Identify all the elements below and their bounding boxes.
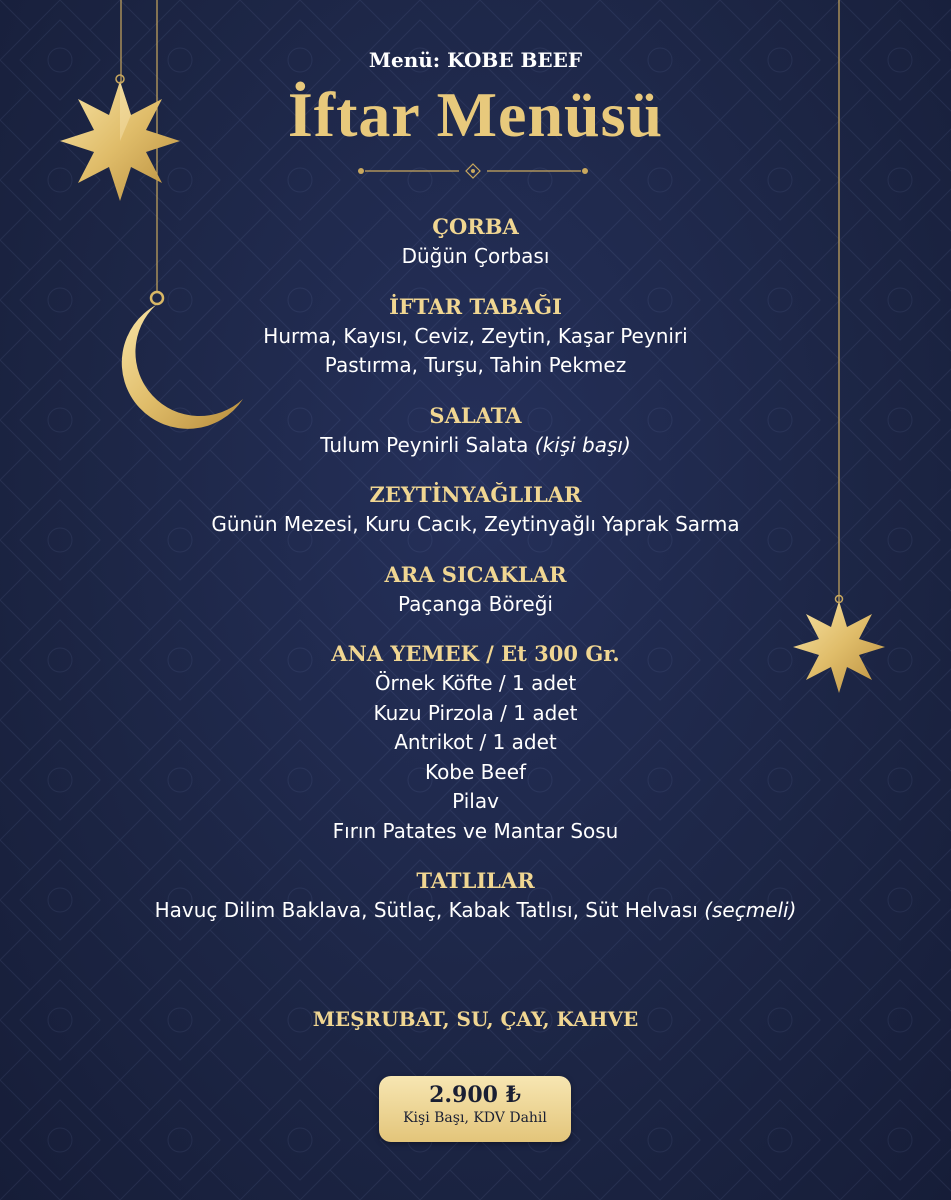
- menu-item: Fırın Patates ve Mantar Sosu: [332, 818, 619, 843]
- section-title: SALATA: [429, 402, 522, 428]
- price-note: Kişi Başı, KDV Dahil: [403, 1110, 547, 1126]
- menu-item-note: (seçmeli): [704, 898, 797, 922]
- menu-item: Paçanga Böreği: [398, 591, 553, 616]
- menu-item: Düğün Çorbası: [401, 244, 550, 268]
- drinks-line: MEŞRUBAT, SU, ÇAY, KAHVE: [312, 1007, 639, 1031]
- section-title: İFTAR TABAĞI: [389, 293, 562, 319]
- price-amount: 2.900 ₺: [429, 1082, 521, 1108]
- menu-subtitle: Menü: KOBE BEEF: [368, 48, 583, 72]
- section-title: ARA SICAKLAR: [384, 561, 567, 587]
- menu-item: Pastırma, Turşu, Tahin Pekmez: [324, 353, 627, 377]
- section-iftar-tabagi: [0, 292, 951, 381]
- menu-item: Antrikot / 1 adet: [394, 730, 557, 754]
- menu-item: Kuzu Pirzola / 1 adet: [373, 700, 578, 725]
- menu-sections: [0, 212, 951, 946]
- menu-item: Kobe Beef: [424, 759, 527, 784]
- menu-item: [0, 431, 951, 461]
- section-ana-yemek: [0, 639, 951, 846]
- section-zeytinyaglilar: [0, 480, 951, 540]
- menu-item-text: Tulum Peynirli Salata: [320, 432, 529, 457]
- section-title: ANA YEMEK / Et 300 Gr.: [331, 641, 620, 666]
- section-title: ZEYTİNYAĞLILAR: [369, 482, 582, 507]
- menu-item: Pilav: [452, 789, 499, 813]
- menu-item: Günün Mezesi, Kuru Cacık, Zeytinyağlı Yaprak Sarma: [211, 512, 740, 536]
- menu-item: [0, 896, 951, 926]
- menu-title: İftar Menüsü: [287, 79, 664, 150]
- ornament-divider-icon: [355, 162, 591, 180]
- menu-item-note: (kişi başı): [534, 432, 631, 457]
- section-corba: [0, 212, 951, 272]
- section-ara-sicaklar: [0, 560, 951, 620]
- section-salata: [0, 401, 951, 461]
- section-title: TATLILAR: [416, 868, 535, 893]
- menu-item-text: Havuç Dilim Baklava, Sütlaç, Kabak Tatlısı, Süt Helvası: [154, 898, 698, 922]
- section-tatlilar: [0, 866, 951, 926]
- menu-item: Örnek Köfte / 1 adet: [374, 671, 577, 695]
- section-title: ÇORBA: [432, 214, 519, 239]
- price-badge: [379, 1076, 571, 1142]
- menu-item: Hurma, Kayısı, Ceviz, Zeytin, Kaşar Peyniri: [263, 323, 688, 348]
